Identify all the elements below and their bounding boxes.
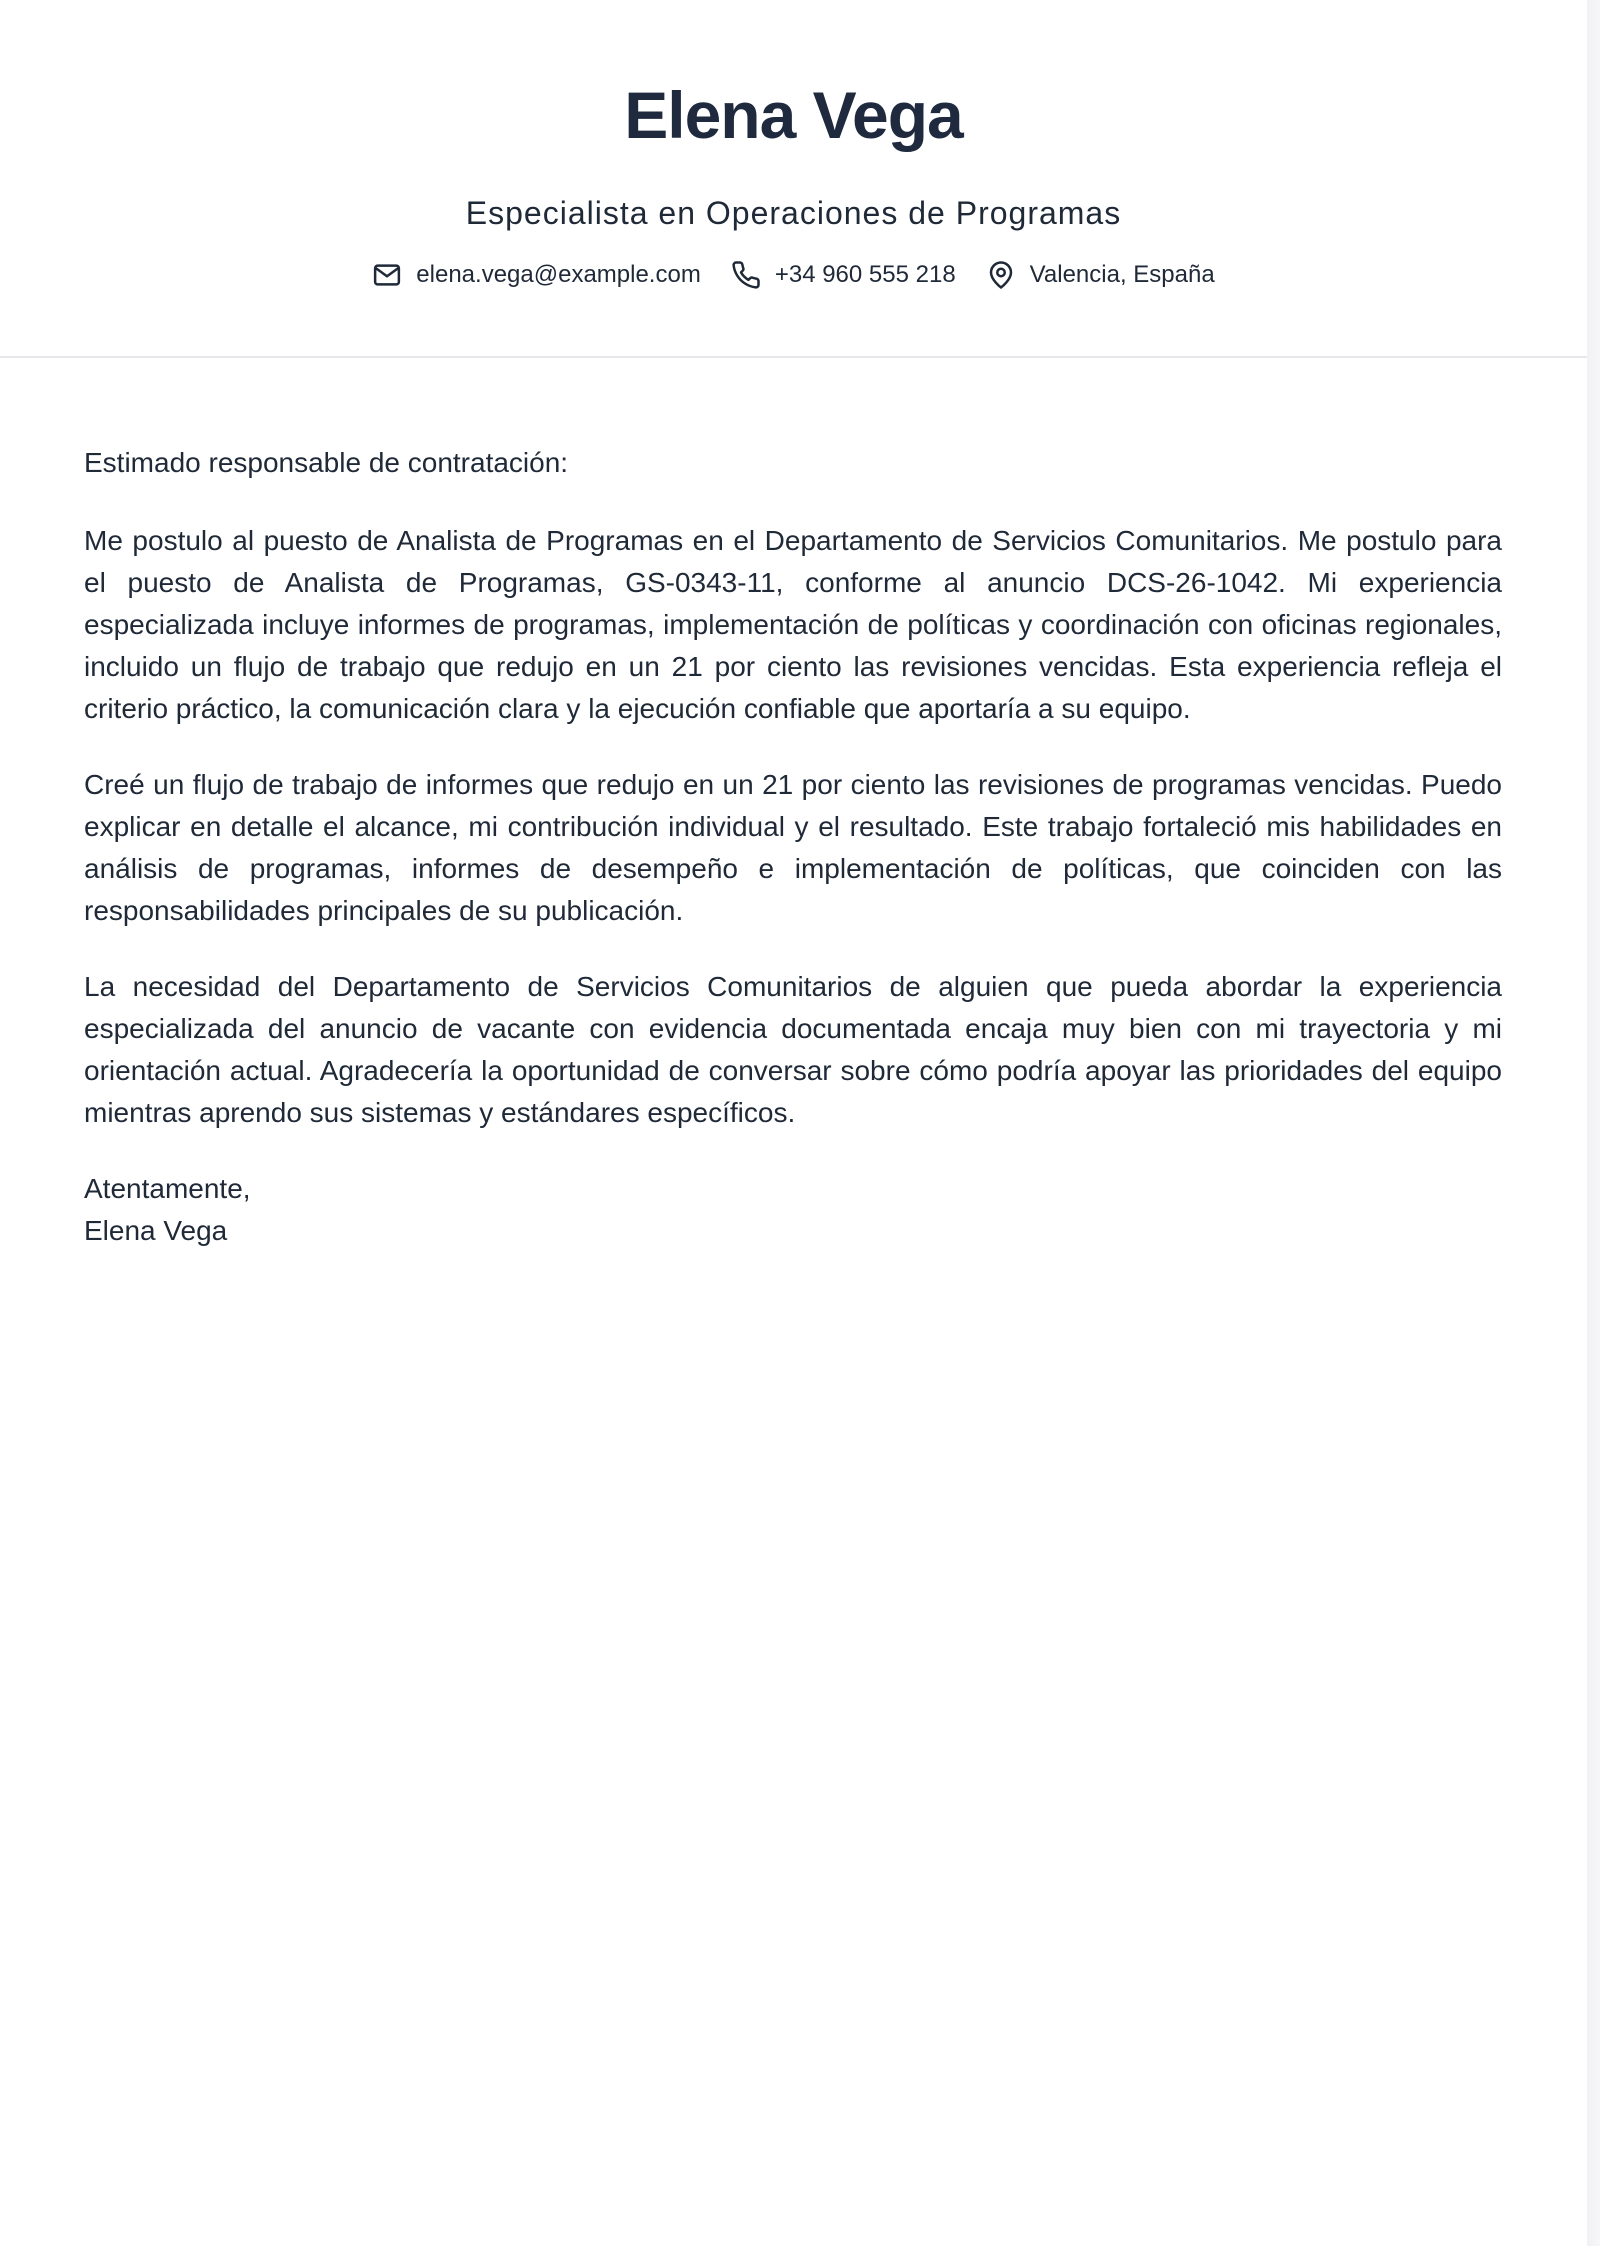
letter-closing: Atentamente,	[84, 1173, 251, 1204]
map-pin-icon	[986, 260, 1016, 290]
letter-paragraph: La necesidad del Departamento de Servicios Comunitarios de alguien que pueda abordar la experiencia especializada del anuncio de vacante con evidencia documentada encaja muy bien con mi trayectoria y mi orientación actual. Agradecería la oportunidad de conversar sobre cómo podría apoyar las prioridades del equipo mientras aprendo sus sistemas y estándares específicos.	[84, 971, 1502, 1128]
letter-greeting: Estimado responsable de contratación:	[84, 447, 569, 478]
email-text[interactable]: elena.vega@example.com	[416, 261, 701, 288]
letter-header	[0, 0, 1587, 358]
location-text: Valencia, España	[1029, 261, 1215, 288]
contact-email[interactable]	[372, 260, 701, 290]
letter-signature: Elena Vega	[84, 1215, 228, 1246]
letter-paragraph: Creé un flujo de trabajo de informes que redujo en un 21 por ciento las revisiones de programas vencidas. Puedo explicar en detalle el alcance, mi contribución individual y el resultado. Este trabajo fortaleció mis habilidades en análisis de programas, informes de desempeño e implementación de políticas, que coinciden con las responsabilidades principales de su publicación.	[84, 769, 1502, 926]
letter-body	[84, 442, 1502, 1252]
contact-info	[0, 260, 1587, 290]
contact-location	[986, 260, 1215, 290]
applicant-name: Elena Vega	[624, 78, 963, 152]
page-edge-shadow	[1587, 0, 1600, 2246]
mail-icon	[372, 260, 402, 290]
letter-paragraph: Me postulo al puesto de Analista de Programas en el Departamento de Servicios Comunitarios. Me postulo para el puesto de Analista de Programas, GS-0343-11, conforme al anuncio DCS-26-1042. Mi experiencia especializada incluye informes de programas, implementación de políticas y coordinación con oficinas regionales, incluido un flujo de trabajo que redujo en un 21 por ciento las revisiones vencidas. Esta experiencia refleja el criterio práctico, la comunicación clara y la ejecución confiable que aportaría a su equipo.	[84, 525, 1502, 724]
applicant-title: Especialista en Operaciones de Programas	[465, 195, 1122, 231]
phone-icon	[731, 260, 761, 290]
phone-text[interactable]: +34 960 555 218	[774, 261, 956, 288]
contact-phone[interactable]	[731, 260, 956, 290]
